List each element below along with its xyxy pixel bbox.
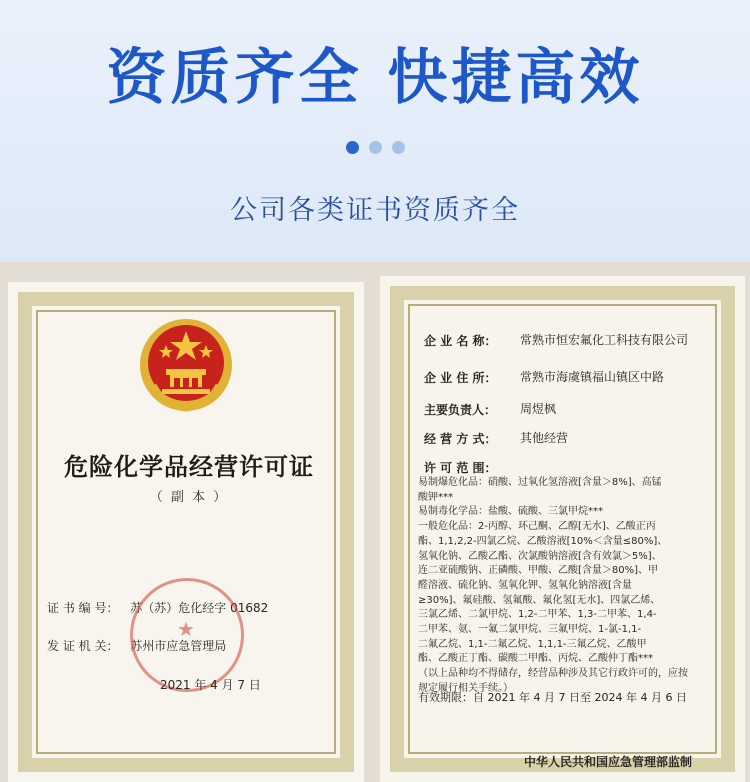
official-seal-stamp	[130, 578, 244, 692]
seal-star-icon: ★	[177, 617, 195, 641]
business-mode-row	[424, 430, 569, 447]
scope-note: （以上品种均不得储存，经营品种涉及其它行政许可的，应按规定履行相关手续。）	[418, 668, 688, 694]
business-mode-label: 经 营 方 式：	[424, 432, 497, 446]
scope-line: 三氯乙烯、二氯甲烷、1,2-二甲苯、1,3-二甲苯、1,4-	[418, 609, 657, 621]
issuing-authority-label: 发 证 机 关：	[47, 639, 119, 653]
scope-line: 一般危化品：2-丙醇、环己酮、乙醇[无水]、乙酸正丙	[418, 521, 656, 533]
scope-line: 二甲苯、氨、一氟二氯甲烷、三氟甲烷、1-氯-1,1-	[418, 624, 642, 636]
company-name-label: 企 业 名 称：	[424, 334, 497, 348]
principal-row	[424, 401, 557, 418]
carousel-dot-3[interactable]	[392, 141, 405, 154]
issuing-authority-value: 苏州市应急管理局	[130, 639, 227, 653]
scope-line: 醛溶液、硫化钠、氢氧化钾、氢氧化钠溶液[含量	[418, 579, 632, 591]
principal-value: 周煜枫	[520, 402, 557, 416]
company-address-value: 常熟市海虞镇福山镇区中路	[520, 370, 665, 384]
supervising-authority: 中华人民共和国应急管理部监制	[524, 755, 693, 769]
banner-subline: 公司各类证书资质齐全	[230, 195, 520, 226]
scope-line: 酯、1,1,2,2-四氯乙烷、乙酸溶液[10%＜含量≤80%]、	[418, 535, 668, 547]
certificate-title: 危险化学品经营许可证	[64, 452, 314, 481]
company-name-value: 常熟市恒宏氟化工科技有限公司	[520, 333, 689, 347]
cert-number-label: 证 书 编 号：	[47, 601, 119, 615]
license-scope-label: 许 可 范 围：	[424, 461, 497, 475]
scope-line: 酯、乙酸正丁酯、碳酸二甲酯、丙烷、乙酸仲丁酯***	[418, 653, 653, 665]
scope-line: ≥30%]、氟硅酸、氢氟酸、氟化氢[无水]、四氯乙烯、	[418, 594, 661, 606]
carousel-dot-2[interactable]	[369, 141, 382, 154]
scope-line: 酸钾***	[418, 491, 453, 503]
company-address-label: 企 业 住 所：	[424, 371, 497, 385]
scope-line: 易制毒化学品：盐酸、硫酸、三氯甲烷***	[418, 506, 603, 518]
national-emblem-icon	[136, 315, 236, 415]
scope-line: 易制爆危化品：硝酸、过氧化氢溶液[含量＞8%]、高锰	[418, 477, 662, 488]
scope-line: 氢氧化钠、乙酸乙酯、次氯酸钠溶液[含有效氯＞5%]、	[418, 550, 662, 562]
company-address-row	[424, 369, 665, 386]
carousel-dots	[0, 141, 750, 154]
validity-period: 有效期限：自 2021 年 4 月 7 日至 2024 年 4 月 6 日	[418, 691, 687, 704]
scope-line: 二氟乙烷、1,1-二氟乙烷、1,1,1-三氟乙烷、乙酸甲	[418, 638, 647, 650]
carousel-dot-1[interactable]	[346, 141, 359, 154]
company-name-row	[424, 332, 689, 349]
cert-number-value: 苏（苏）危化经字 01682	[130, 601, 269, 615]
issue-date: 2021 年 4 月 7 日	[160, 678, 261, 692]
certificate-copy-note: （ 副 本 ）	[149, 490, 229, 505]
principal-label: 主要负责人：	[424, 403, 497, 417]
hero-banner	[0, 0, 750, 262]
license-scope-text	[418, 476, 688, 697]
business-mode-value: 其他经营	[520, 431, 569, 445]
banner-headline: 资质齐全 快捷高效	[106, 43, 644, 113]
scope-line: 连二亚硫酸钠、正磷酸、甲酸、乙酸[含量＞80%]、甲	[418, 565, 659, 577]
